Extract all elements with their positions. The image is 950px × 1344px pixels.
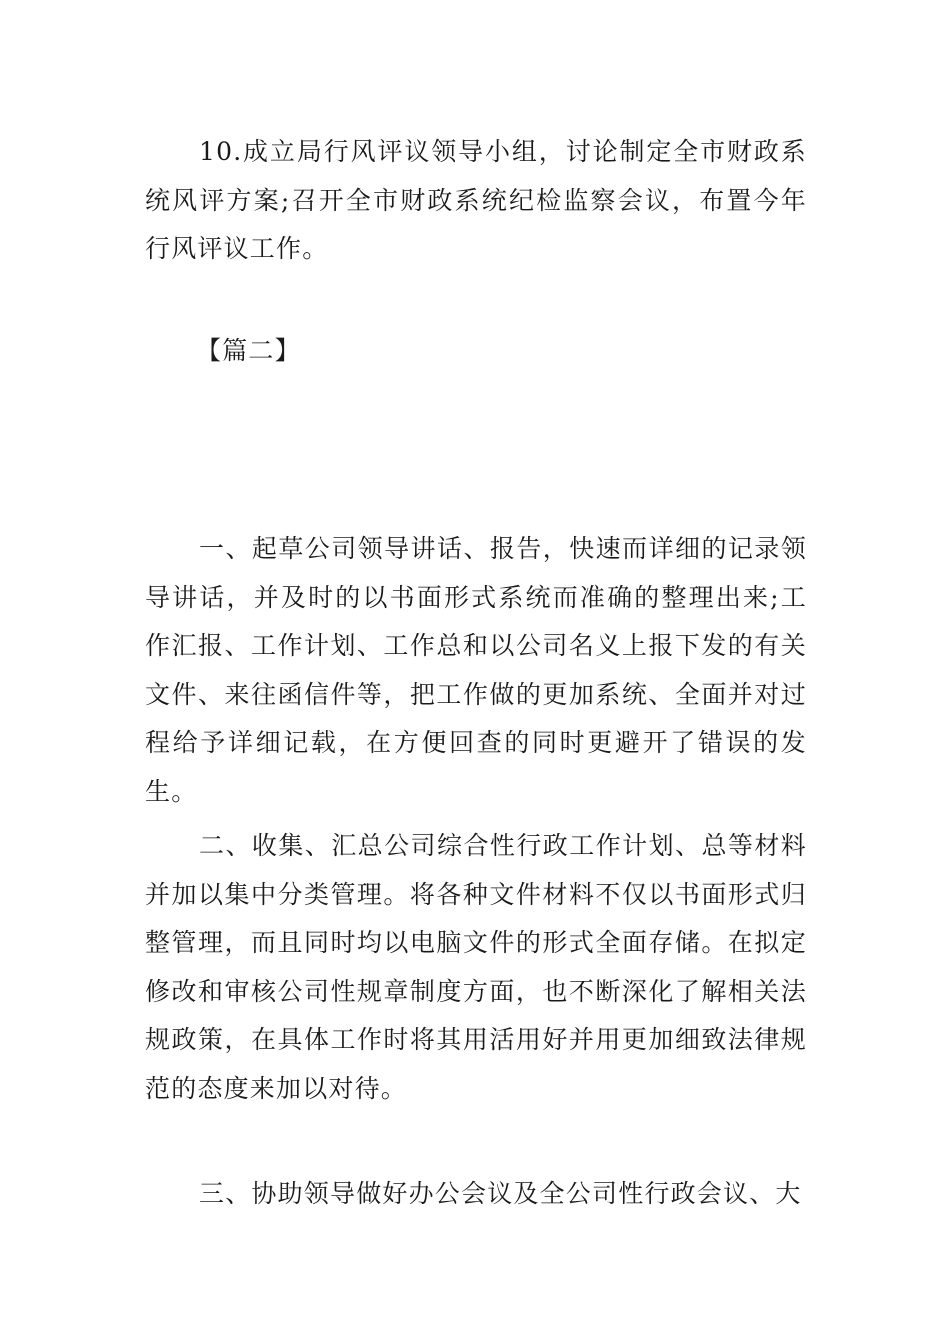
section-heading: 【篇二】 <box>196 336 301 365</box>
paragraph-2: 二、收集、汇总公司综合性行政工作计划、总等材料并加以集中分类管理。将各种文件材料不仅以书面形式归整管理，而且同时均以电脑文件的形式全面存储。在拟定修改和审核公司性规章制度方面，也不断深化了解相关法规政策，在具体工作时将其用活用好并用更加细致法律规范的态度来加以对待。 <box>145 831 807 1103</box>
paragraph-3: 三、协助领导做好办公会议及全公司性行政会议、大 <box>199 1179 802 1208</box>
paragraph-1: 一、起草公司领导讲话、报告，快速而详细的记录领导讲话，并及时的以书面形式系统而准确的整理出来;工作汇报、工作计划、工作总和以公司名义上报下发的有关文件、来往函信件等，把工作做的更加系统、全面并对过程给予详细记载，在方便回查的同时更避开了错误的发生。 <box>145 534 807 806</box>
paragraph-10: 10.成立局行风评议领导小组，讨论制定全市财政系统风评方案;召开全市财政系统纪检监察会议，布置今年行风评议工作。 <box>145 137 807 263</box>
